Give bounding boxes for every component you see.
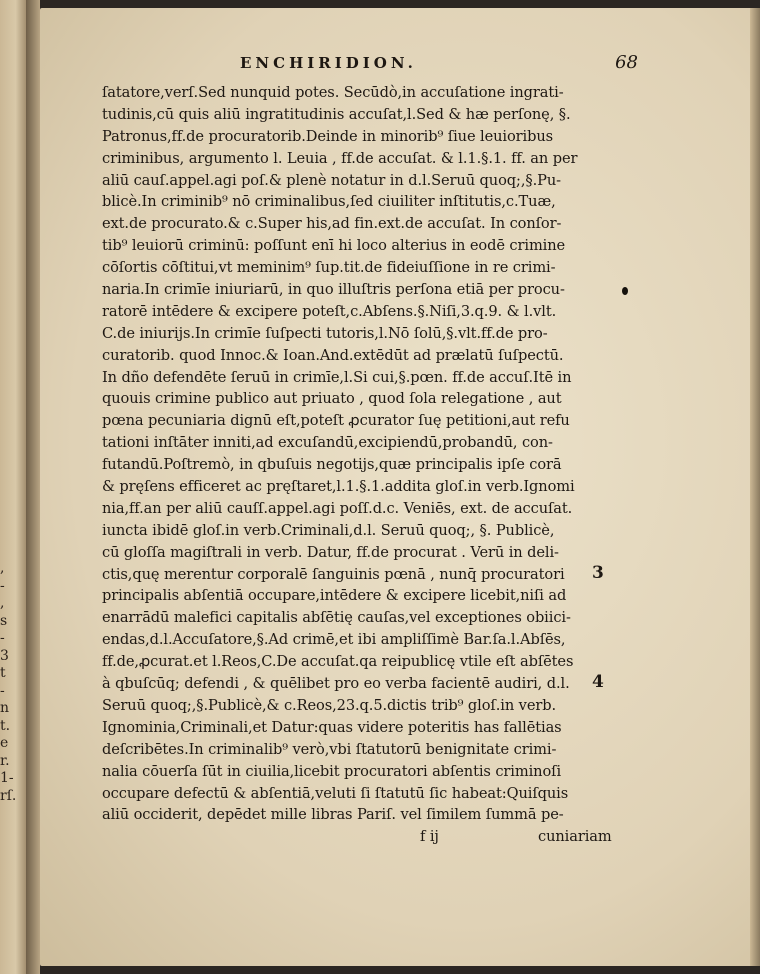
text-line: Seruū quoq;,§.Publicè,& c.Reos,23.q.5.dictis trib⁹ gloſ.in verb.: [102, 696, 557, 714]
text-line: & pręſens efficeret ac pręſtaret,l.1.§.1.addita gloſ.in verb.Ignomi: [102, 478, 575, 496]
facing-page-edge: [0, 0, 26, 974]
page-fore-edge: [750, 8, 760, 966]
fragment: t: [0, 665, 6, 681]
text-line: à qbuſcūq; defendi , & quēlibet pro eo verba facientē audiri, d.l.: [102, 675, 570, 693]
text-line: nia,ff.an per aliū cauſſ.appel.agi poſſ.d.c. Veniēs, ext. de accuſat.: [102, 499, 573, 517]
text-line: ctis,quę merentur corporalē ſanguinis pœnā , nunq̄ procuratori: [102, 565, 565, 583]
fragment: rſ.: [0, 787, 17, 804]
fragment: -: [0, 577, 5, 594]
text-line: curatorib. quod Innoc.& Ioan.And.extēdūt ad prælatū ſuſpectū.: [102, 346, 564, 364]
fragment: -: [0, 682, 5, 699]
page-header: [198, 52, 638, 78]
text-line: endas,d.l.Accuſatore,§.Ad crimē,et ibi ampliſſimè Bar.ſa.l.Abſēs,: [102, 631, 566, 649]
text-line: principalis abſentiā occupare,intēdere & excipere licebit,niſi ad: [102, 587, 567, 605]
running-title: ENCHIRIDION.: [240, 54, 417, 72]
text-line: Patronus,ff.de procuratorib.Deinde in minorib⁹ ſiue leuioribus: [102, 127, 554, 145]
text-line: iuncta ibidē gloſ.in verb.Criminali,d.l. Seruū quoq;, §. Publicè,: [102, 521, 555, 539]
text-line: ff.de,ꝓcurat.et l.Reos,C.De accuſat.qa reipublicę vtile eſt abſētes: [102, 653, 574, 671]
fragment: ,: [0, 560, 5, 576]
text-line: C.de iniurijs.In crimīe ſuſpecti tutoris,l.Nō ſolū,§.vlt.ff.de pro-: [102, 324, 548, 342]
text-line: blicè.In criminib⁹ nō criminalibus,ſed ciuiliter inſtitutis,c.Tuæ,: [102, 193, 556, 211]
text-line: In dño defendēte ſeruū in crimīe,l.Si cui,§.pœn. ff.de accuſ.Itē in: [102, 368, 572, 386]
text-line: cū gloſſa magiſtrali in verb. Datur, ff.de procurat . Verū in deli-: [102, 543, 559, 561]
page-number: 68: [615, 52, 638, 73]
fragment: s: [0, 612, 8, 629]
text-line: aliū cauſ.appel.agi poſ.& plenè notatur in d.l.Seruū quoq;,§.Pu-: [102, 171, 561, 189]
fragment: ,: [0, 595, 5, 611]
body-text: [102, 82, 647, 848]
text-line: naria.In crimīe iniuriarū, in quo illuſtris perſona etiā per procu-: [102, 281, 565, 299]
fragment: -: [0, 630, 5, 646]
book-page: [40, 8, 752, 966]
text-line: quouis crimine publico aut priuato , quod ſola relegatione , aut: [102, 390, 562, 408]
text-line: aliū occiderit, depēdet mille libras Pariſ. vel ſimilem ſummā pe-: [102, 806, 564, 824]
fragment: r.: [0, 752, 10, 769]
fragment: 3: [0, 647, 9, 664]
book-gutter: [26, 0, 40, 974]
text-line: tib⁹ leuiorū criminū: poſſunt enī hi loco alterius in eodē crimine: [102, 237, 566, 255]
catchword: cuniariam: [538, 828, 612, 846]
text-line: Ignominia,Criminali,et Datur:quas videre poteritis has fallētias: [102, 718, 562, 736]
fragment: t.: [0, 717, 11, 734]
ink-mark: [622, 287, 628, 295]
text-line: nalia cōuerſa ſūt in ciuilia,licebit procuratori abſentis criminoſi: [102, 762, 562, 780]
text-line: futandū.Poſtremò, in qbuſuis negotijs,quæ principalis ipſe corā: [102, 456, 562, 474]
text-line: cōſortis cōſtitui,vt meminim⁹ ſup.tit.de fideiuſſione in re crimi-: [102, 259, 556, 277]
signature-line: [102, 826, 647, 848]
text-line: occupare defectū & abſentiā,veluti ſi ſtatutū ſic habeat:Quiſquis: [102, 784, 569, 802]
fragment: n: [0, 700, 10, 716]
fragment: e: [0, 735, 9, 751]
text-line: tationi inſtāter inniti,ad excuſandū,excipiendū,probandū, con-: [102, 434, 553, 452]
margin-note-number: 3: [592, 563, 604, 583]
facing-page-fragments: [0, 560, 22, 805]
text-line: ratorē intēdere & excipere poteſt,c.Abſens.§.Niſi,3.q.9. & l.vlt.: [102, 302, 557, 320]
fragment: 1-: [0, 770, 14, 786]
margin-note-number: 4: [592, 672, 604, 692]
text-line: tudinis,cū quis aliū ingratitudinis accuſat,l.Sed & hæ perſonę, §.: [102, 105, 571, 123]
text-line: enarrādū malefici capitalis abſētię cauſas,vel exceptiones obiici-: [102, 609, 571, 627]
text-line: deſcribētes.In criminalib⁹ verò,vbi ſtatutorū benignitate crimi-: [102, 740, 557, 758]
text-line: criminibus, argumento l. Leuia , ff.de accuſat. & l.1.§.1. ff. an per: [102, 149, 578, 167]
signature-mark: f ij: [420, 828, 439, 846]
text-line: ext.de procurato.& c.Super his,ad fin.ext.de accuſat. In conſor-: [102, 215, 562, 233]
text-line: pœna pecuniaria dignū eſt,poteſt ꝓcurator ſuę petitioni,aut refu: [102, 412, 570, 430]
text-line: ſatatore,verſ.Sed nunquid potes. Secūdò,in accuſatione ingrati-: [102, 84, 564, 101]
